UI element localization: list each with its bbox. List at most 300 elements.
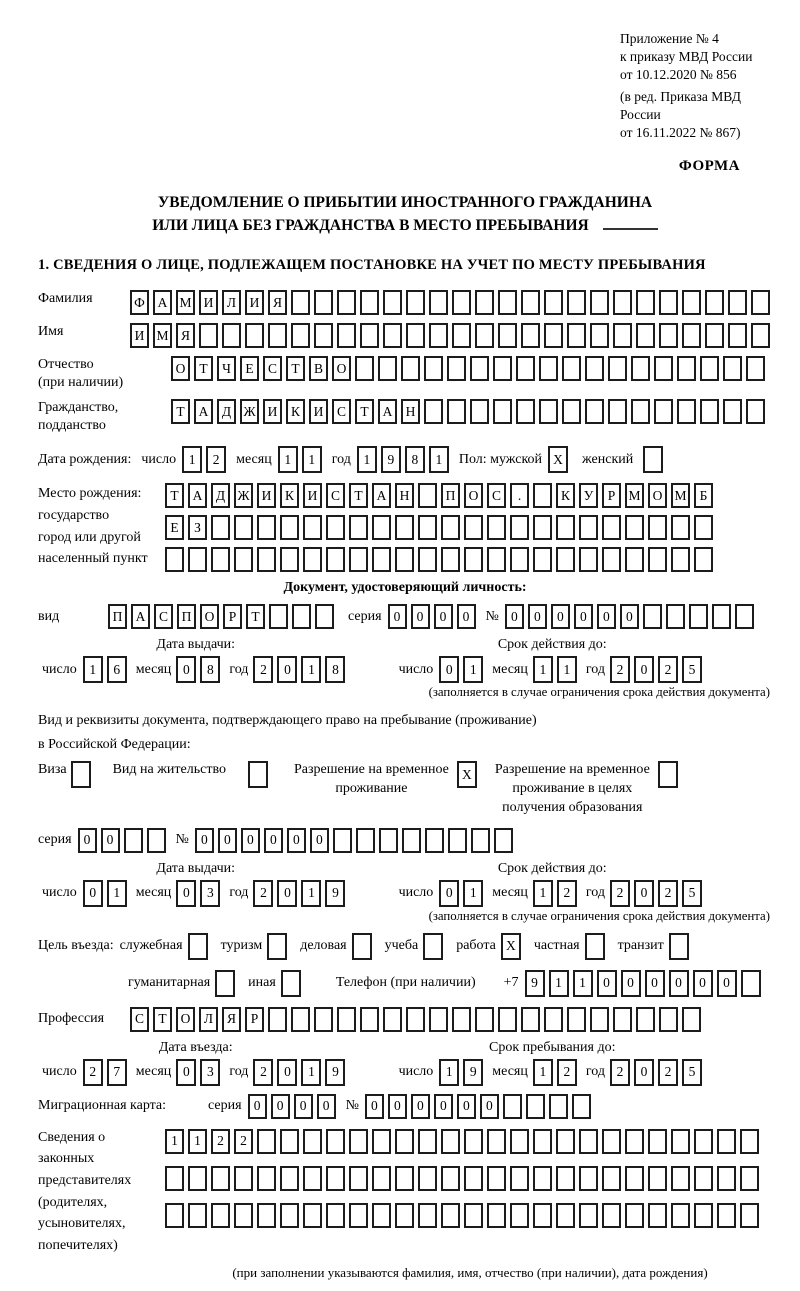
char-cell[interactable] [452,290,471,315]
char-cell[interactable] [625,1203,644,1228]
char-cell[interactable] [441,1166,460,1191]
char-cell[interactable] [740,1166,759,1191]
char-cell[interactable]: 0 [634,880,654,907]
char-cell[interactable] [418,483,437,508]
char-cell[interactable]: А [372,483,391,508]
char-cell[interactable] [487,515,506,540]
char-cell[interactable] [694,515,713,540]
char-cell[interactable]: 0 [551,604,570,629]
char-cell[interactable] [728,290,747,315]
char-cell[interactable] [464,515,483,540]
char-cell[interactable] [521,323,540,348]
char-cell[interactable] [447,356,466,381]
char-cell[interactable] [533,1166,552,1191]
char-cell[interactable]: М [671,483,690,508]
char-cell[interactable] [303,1166,322,1191]
char-cell[interactable] [234,515,253,540]
char-cell[interactable] [746,399,765,424]
char-cell[interactable]: 1 [165,1129,184,1154]
char-cell[interactable] [585,399,604,424]
char-cell[interactable] [402,828,421,853]
char-cell[interactable] [234,547,253,572]
char-cell[interactable] [590,290,609,315]
char-cell[interactable] [355,356,374,381]
char-cell[interactable] [751,290,770,315]
char-cell[interactable]: К [556,483,575,508]
char-cell[interactable] [602,515,621,540]
char-cell[interactable] [165,547,184,572]
char-cell[interactable]: И [257,483,276,508]
char-cell[interactable]: Т [153,1007,172,1032]
char-cell[interactable] [423,933,443,960]
char-cell[interactable] [544,290,563,315]
char-cell[interactable] [625,547,644,572]
char-cell[interactable]: Т [355,399,374,424]
char-cell[interactable] [383,1007,402,1032]
char-cell[interactable]: Л [222,290,241,315]
char-cell[interactable] [613,290,632,315]
char-cell[interactable]: X [548,446,568,473]
char-cell[interactable]: И [130,323,149,348]
char-cell[interactable]: 5 [682,880,702,907]
char-cell[interactable]: А [194,399,213,424]
char-cell[interactable]: 2 [234,1129,253,1154]
char-cell[interactable]: 3 [200,1059,220,1086]
char-cell[interactable] [533,515,552,540]
char-cell[interactable]: 9 [325,1059,345,1086]
char-cell[interactable] [521,290,540,315]
char-cell[interactable] [291,323,310,348]
char-cell[interactable]: 0 [597,604,616,629]
char-cell[interactable] [579,515,598,540]
char-cell[interactable] [751,323,770,348]
char-cell[interactable]: 2 [253,880,273,907]
char-cell[interactable] [349,1129,368,1154]
char-cell[interactable] [360,323,379,348]
char-cell[interactable]: И [199,290,218,315]
char-cell[interactable]: 0 [310,828,329,853]
char-cell[interactable] [280,1166,299,1191]
char-cell[interactable]: 1 [301,1059,321,1086]
char-cell[interactable]: 0 [645,970,665,997]
char-cell[interactable]: О [200,604,219,629]
char-cell[interactable] [746,356,765,381]
char-cell[interactable]: Т [286,356,305,381]
char-cell[interactable]: Н [395,483,414,508]
char-cell[interactable] [590,1007,609,1032]
char-cell[interactable]: К [286,399,305,424]
char-cell[interactable] [441,547,460,572]
char-cell[interactable]: А [131,604,150,629]
char-cell[interactable]: 1 [107,880,127,907]
char-cell[interactable] [636,323,655,348]
char-cell[interactable] [677,399,696,424]
char-cell[interactable]: X [457,761,477,788]
char-cell[interactable] [487,547,506,572]
char-cell[interactable] [291,1007,310,1032]
char-cell[interactable]: 2 [211,1129,230,1154]
char-cell[interactable] [740,1203,759,1228]
char-cell[interactable]: 1 [533,656,553,683]
char-cell[interactable] [658,761,678,788]
char-cell[interactable] [326,547,345,572]
char-cell[interactable]: А [378,399,397,424]
char-cell[interactable] [464,1203,483,1228]
char-cell[interactable] [429,323,448,348]
char-cell[interactable] [188,1166,207,1191]
char-cell[interactable]: 0 [693,970,713,997]
char-cell[interactable]: Р [602,483,621,508]
char-cell[interactable] [352,933,372,960]
char-cell[interactable]: В [309,356,328,381]
char-cell[interactable]: 0 [176,656,196,683]
char-cell[interactable] [510,1203,529,1228]
char-cell[interactable] [360,290,379,315]
char-cell[interactable]: М [153,323,172,348]
char-cell[interactable] [71,761,91,788]
char-cell[interactable] [314,323,333,348]
char-cell[interactable]: 0 [365,1094,384,1119]
char-cell[interactable] [533,1203,552,1228]
char-cell[interactable] [585,933,605,960]
char-cell[interactable] [705,323,724,348]
char-cell[interactable]: 8 [325,656,345,683]
char-cell[interactable]: Я [222,1007,241,1032]
char-cell[interactable] [728,323,747,348]
char-cell[interactable] [303,1129,322,1154]
char-cell[interactable]: 5 [682,656,702,683]
char-cell[interactable] [418,515,437,540]
char-cell[interactable] [613,1007,632,1032]
char-cell[interactable] [654,356,673,381]
char-cell[interactable] [556,1203,575,1228]
char-cell[interactable] [503,1094,522,1119]
char-cell[interactable] [671,1129,690,1154]
char-cell[interactable] [280,1203,299,1228]
char-cell[interactable] [556,515,575,540]
char-cell[interactable]: 0 [528,604,547,629]
char-cell[interactable] [648,1129,667,1154]
char-cell[interactable] [349,1166,368,1191]
char-cell[interactable]: 1 [83,656,103,683]
char-cell[interactable] [643,446,663,473]
char-cell[interactable]: 0 [317,1094,336,1119]
char-cell[interactable]: 1 [463,880,483,907]
char-cell[interactable]: Р [245,1007,264,1032]
char-cell[interactable]: 6 [107,656,127,683]
char-cell[interactable] [677,356,696,381]
char-cell[interactable] [349,515,368,540]
char-cell[interactable]: 9 [525,970,545,997]
char-cell[interactable] [188,933,208,960]
char-cell[interactable] [234,1203,253,1228]
char-cell[interactable]: Р [223,604,242,629]
char-cell[interactable]: Ф [130,290,149,315]
char-cell[interactable] [544,1007,563,1032]
char-cell[interactable]: 1 [439,1059,459,1086]
char-cell[interactable] [666,604,685,629]
char-cell[interactable]: 0 [434,1094,453,1119]
char-cell[interactable]: 9 [325,880,345,907]
char-cell[interactable] [447,399,466,424]
char-cell[interactable] [510,1129,529,1154]
char-cell[interactable]: Б [694,483,713,508]
char-cell[interactable] [659,290,678,315]
char-cell[interactable]: П [177,604,196,629]
char-cell[interactable] [378,356,397,381]
char-cell[interactable]: 0 [388,1094,407,1119]
char-cell[interactable]: 0 [176,1059,196,1086]
char-cell[interactable]: 9 [381,446,401,473]
char-cell[interactable] [671,1203,690,1228]
char-cell[interactable] [585,356,604,381]
char-cell[interactable]: 3 [200,880,220,907]
char-cell[interactable]: 0 [457,1094,476,1119]
char-cell[interactable]: 0 [439,880,459,907]
char-cell[interactable]: С [326,483,345,508]
char-cell[interactable]: 1 [301,880,321,907]
char-cell[interactable] [470,399,489,424]
char-cell[interactable]: Т [349,483,368,508]
char-cell[interactable]: К [280,483,299,508]
char-cell[interactable] [694,547,713,572]
char-cell[interactable] [475,1007,494,1032]
char-cell[interactable]: С [332,399,351,424]
char-cell[interactable] [441,515,460,540]
char-cell[interactable] [556,547,575,572]
char-cell[interactable] [671,547,690,572]
char-cell[interactable]: 0 [411,604,430,629]
char-cell[interactable]: . [510,483,529,508]
char-cell[interactable]: 0 [411,1094,430,1119]
char-cell[interactable] [648,1166,667,1191]
char-cell[interactable] [579,1129,598,1154]
char-cell[interactable]: 0 [505,604,524,629]
char-cell[interactable] [602,547,621,572]
char-cell[interactable] [741,970,761,997]
char-cell[interactable] [383,290,402,315]
char-cell[interactable]: 1 [573,970,593,997]
char-cell[interactable]: С [263,356,282,381]
char-cell[interactable]: С [154,604,173,629]
char-cell[interactable]: 0 [669,970,689,997]
char-cell[interactable] [494,828,513,853]
char-cell[interactable] [303,515,322,540]
char-cell[interactable]: Я [268,290,287,315]
char-cell[interactable] [487,1203,506,1228]
char-cell[interactable]: О [648,483,667,508]
char-cell[interactable] [337,1007,356,1032]
char-cell[interactable]: А [188,483,207,508]
char-cell[interactable] [406,1007,425,1032]
char-cell[interactable] [429,290,448,315]
char-cell[interactable] [418,547,437,572]
char-cell[interactable] [549,1094,568,1119]
char-cell[interactable]: С [130,1007,149,1032]
char-cell[interactable] [211,1203,230,1228]
char-cell[interactable] [648,515,667,540]
char-cell[interactable] [602,1166,621,1191]
char-cell[interactable] [723,399,742,424]
char-cell[interactable] [712,604,731,629]
char-cell[interactable]: Д [211,483,230,508]
char-cell[interactable] [717,1129,736,1154]
char-cell[interactable] [248,761,268,788]
char-cell[interactable]: 1 [533,1059,553,1086]
char-cell[interactable]: 1 [278,446,298,473]
char-cell[interactable] [740,1129,759,1154]
char-cell[interactable] [471,828,490,853]
char-cell[interactable]: Ж [234,483,253,508]
char-cell[interactable]: 9 [463,1059,483,1086]
char-cell[interactable] [700,399,719,424]
char-cell[interactable] [723,356,742,381]
char-cell[interactable]: 0 [439,656,459,683]
char-cell[interactable]: 1 [533,880,553,907]
char-cell[interactable]: Е [165,515,184,540]
char-cell[interactable]: 0 [277,1059,297,1086]
char-cell[interactable]: З [188,515,207,540]
char-cell[interactable] [222,323,241,348]
char-cell[interactable] [510,1166,529,1191]
char-cell[interactable] [671,515,690,540]
char-cell[interactable] [694,1129,713,1154]
char-cell[interactable]: 1 [302,446,322,473]
char-cell[interactable] [406,290,425,315]
char-cell[interactable] [625,1166,644,1191]
char-cell[interactable] [372,1203,391,1228]
char-cell[interactable]: 0 [621,970,641,997]
char-cell[interactable]: 2 [253,1059,273,1086]
char-cell[interactable] [487,1129,506,1154]
char-cell[interactable] [395,1166,414,1191]
char-cell[interactable] [268,323,287,348]
char-cell[interactable] [337,290,356,315]
char-cell[interactable]: 2 [557,1059,577,1086]
char-cell[interactable] [424,399,443,424]
char-cell[interactable]: М [176,290,195,315]
char-cell[interactable] [659,323,678,348]
char-cell[interactable] [625,1129,644,1154]
char-cell[interactable]: 5 [682,1059,702,1086]
char-cell[interactable]: 0 [83,880,103,907]
char-cell[interactable] [613,323,632,348]
char-cell[interactable] [333,828,352,853]
char-cell[interactable] [326,1129,345,1154]
char-cell[interactable]: 2 [557,880,577,907]
char-cell[interactable]: Д [217,399,236,424]
char-cell[interactable]: Т [165,483,184,508]
char-cell[interactable]: 0 [195,828,214,853]
char-cell[interactable]: 0 [634,656,654,683]
char-cell[interactable] [636,1007,655,1032]
char-cell[interactable] [475,290,494,315]
char-cell[interactable] [199,323,218,348]
char-cell[interactable] [406,323,425,348]
char-cell[interactable] [326,1203,345,1228]
char-cell[interactable] [124,828,143,853]
char-cell[interactable] [562,356,581,381]
char-cell[interactable]: Ч [217,356,236,381]
char-cell[interactable] [418,1166,437,1191]
char-cell[interactable] [608,399,627,424]
char-cell[interactable] [257,547,276,572]
char-cell[interactable] [631,356,650,381]
char-cell[interactable]: Т [246,604,265,629]
char-cell[interactable] [590,323,609,348]
char-cell[interactable] [326,1166,345,1191]
char-cell[interactable] [636,290,655,315]
char-cell[interactable] [556,1166,575,1191]
char-cell[interactable]: 2 [658,880,678,907]
char-cell[interactable] [464,547,483,572]
char-cell[interactable] [211,547,230,572]
char-cell[interactable]: Т [171,399,190,424]
char-cell[interactable]: 7 [107,1059,127,1086]
char-cell[interactable]: У [579,483,598,508]
char-cell[interactable] [356,828,375,853]
char-cell[interactable] [147,828,166,853]
char-cell[interactable] [533,483,552,508]
char-cell[interactable]: 0 [574,604,593,629]
char-cell[interactable]: 0 [597,970,617,997]
char-cell[interactable]: О [464,483,483,508]
char-cell[interactable] [539,399,558,424]
char-cell[interactable] [326,515,345,540]
char-cell[interactable]: И [309,399,328,424]
char-cell[interactable]: 8 [405,446,425,473]
char-cell[interactable]: Н [401,399,420,424]
char-cell[interactable] [441,1129,460,1154]
char-cell[interactable] [498,290,517,315]
char-cell[interactable] [562,399,581,424]
char-cell[interactable] [694,1203,713,1228]
char-cell[interactable]: И [303,483,322,508]
char-cell[interactable] [211,1166,230,1191]
char-cell[interactable] [211,515,230,540]
char-cell[interactable]: 0 [277,656,297,683]
char-cell[interactable] [526,1094,545,1119]
char-cell[interactable]: X [501,933,521,960]
char-cell[interactable]: С [487,483,506,508]
char-cell[interactable] [493,399,512,424]
char-cell[interactable] [188,547,207,572]
char-cell[interactable] [349,1203,368,1228]
char-cell[interactable] [533,547,552,572]
char-cell[interactable]: 0 [248,1094,267,1119]
char-cell[interactable] [625,515,644,540]
char-cell[interactable]: Е [240,356,259,381]
char-cell[interactable]: О [332,356,351,381]
char-cell[interactable] [579,1166,598,1191]
char-cell[interactable] [314,290,333,315]
char-cell[interactable] [567,290,586,315]
char-cell[interactable] [372,1166,391,1191]
char-cell[interactable]: 0 [271,1094,290,1119]
char-cell[interactable] [735,604,754,629]
char-cell[interactable] [188,1203,207,1228]
char-cell[interactable] [452,1007,471,1032]
char-cell[interactable]: 2 [253,656,273,683]
char-cell[interactable] [349,547,368,572]
char-cell[interactable]: 2 [610,1059,630,1086]
char-cell[interactable]: 0 [78,828,97,853]
char-cell[interactable] [395,547,414,572]
char-cell[interactable] [682,1007,701,1032]
char-cell[interactable] [257,1203,276,1228]
char-cell[interactable]: 2 [83,1059,103,1086]
char-cell[interactable]: 0 [176,880,196,907]
